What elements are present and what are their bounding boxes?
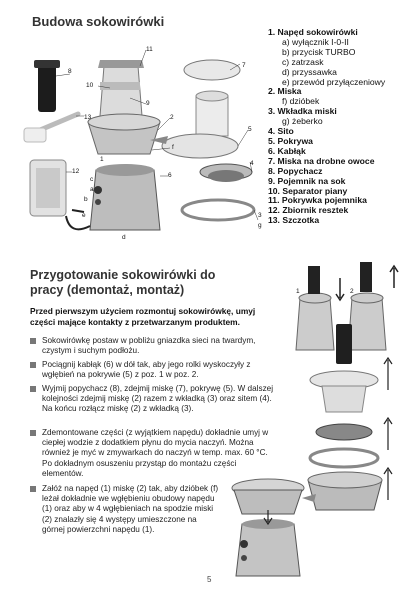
- bullet-text: Zdemontowane części (z wyjątkiem napędu) dokładnie umyj w ciepłej wodzie z dodatkiem płynu do mycia naczyń. Można również je myć w zmywarkach do naczyń w temp. max. 60 °C. Po dokładnym osuszeniu przystąp do montażu części elementów.: [42, 428, 269, 478]
- page-number: 5: [207, 575, 212, 584]
- bullet-marker: [30, 486, 36, 492]
- bullet-text: Pociągnij kabłąk (6) w dół tak, aby jego rolki wyskoczyły z wgłębień na pokrywie (5) z poz. 1 w poz. 2.: [42, 360, 251, 380]
- label-e: e: [82, 212, 86, 219]
- label-2: 2: [170, 114, 174, 121]
- parts-list: [268, 28, 385, 226]
- juice-jug-illustration: [98, 60, 144, 116]
- parts-list-item: 4. Sito: [268, 126, 294, 137]
- parts-list-item: 11. Pokrywka pojemnika: [268, 195, 367, 206]
- bullet-marker: [30, 338, 36, 344]
- parts-list-item: 10. Separator piany: [268, 185, 348, 196]
- bullet-3: [30, 384, 278, 415]
- parts-list-item: 1. Napęd sokowirówki: [268, 27, 358, 37]
- sieve-illustration: [200, 164, 252, 182]
- label-10: 10: [86, 82, 94, 89]
- label-3: 3: [258, 212, 262, 219]
- bullet-1: [30, 336, 278, 356]
- label-5: 5: [248, 126, 252, 133]
- label-8: 8: [68, 68, 72, 75]
- brush-illustration: [24, 114, 78, 142]
- parts-sublist-item: f) dzióbek: [282, 96, 320, 107]
- bowl-illustration: [88, 114, 168, 154]
- assembly-illustration: [222, 470, 322, 580]
- parts-list-item: 3. Wkładka miski: [268, 106, 337, 117]
- parts-sublist-item: d) przyssawka: [282, 66, 337, 77]
- label-g: g: [258, 222, 262, 229]
- parts-sublist-item: a) wyłącznik I-0-II: [282, 36, 349, 47]
- section-title: Przygotowanie sokowirówki do pracy (demontaż, montaż): [30, 268, 216, 297]
- bullet-5: [30, 484, 220, 535]
- exploded-diagram: [0, 30, 268, 270]
- parts-list-item: 5. Pokrywa: [268, 135, 313, 146]
- parts-list-item: 9. Pojemnik na sok: [268, 175, 346, 186]
- bullet-marker: [30, 362, 36, 368]
- label-12: 12: [72, 168, 80, 175]
- bullet-text: Załóż na napęd (1) miskę (2) tak, aby dzióbek (f) leżał dokładnie we wgłębieniu obudowy napędu (1) oraz aby w 4 wgłębieniach na spodzie miski (2) znalazły się 4 występy umieszczone na górnej powierzchni napędu (1).: [42, 484, 219, 534]
- bullet-2: [30, 360, 278, 380]
- label-7: 7: [242, 62, 246, 69]
- bullet-marker: [30, 430, 36, 436]
- label-a: a: [90, 186, 94, 193]
- parts-list-item: 7. Miska na drobne owoce: [268, 155, 375, 166]
- label-b: b: [84, 196, 88, 203]
- bullet-marker: [30, 386, 36, 392]
- parts-sublist-item: c) zatrzask: [282, 56, 324, 67]
- pusher-illustration: [34, 60, 60, 112]
- label-4: 4: [250, 160, 254, 167]
- intro-paragraph: Przed pierwszym użyciem rozmontuj sokowirówkę, umyj części mające kontakty z przetwarzanym produktem.: [30, 306, 256, 327]
- parts-list-item: 6. Kabłąk: [268, 145, 306, 156]
- lid-illustration: [184, 60, 240, 136]
- label-9: 9: [146, 100, 150, 107]
- label-c: c: [90, 176, 94, 183]
- parts-sublist-item: e) przewód przyłączeniowy: [282, 76, 386, 87]
- parts-list-item: 8. Popychacz: [268, 165, 323, 176]
- label-11: 11: [146, 46, 153, 53]
- pulp-container-illustration: [30, 160, 66, 216]
- page-title: Budowa sokowirówki: [32, 14, 165, 29]
- parts-sublist-item: g) żeberko: [282, 116, 323, 127]
- bullet-text: Sokowirówkę postaw w pobliżu gniazdka sieci na twardym, czystym i suchym podłożu.: [42, 336, 256, 356]
- label-f: f: [172, 144, 174, 151]
- label-6: 6: [168, 172, 172, 179]
- label-13: 13: [84, 114, 92, 121]
- parts-list-item: 12. Zbiornik resztek: [268, 205, 349, 216]
- parts-list-item: 13. Szczotka: [268, 215, 320, 226]
- bowl-insert-illustration: [182, 200, 254, 220]
- label-d: d: [122, 234, 126, 241]
- position-label-1: 1: [296, 288, 300, 295]
- bullet-text: Wyjmij popychacz (8), zdejmij miskę (7), pokrywę (5). W dalszej kolejności zdejmij miskę (2) razem z wkładką (3) oraz sitem (4). Na końcu rozłącz miskę (2) z wkładką (3).: [42, 384, 274, 414]
- motor-base-illustration: [66, 164, 160, 230]
- position-label-2: 2: [350, 288, 354, 295]
- parts-list-item: 2. Miska: [268, 86, 302, 97]
- label-1: 1: [100, 156, 104, 163]
- parts-sublist-item: b) przycisk TURBO: [282, 46, 356, 57]
